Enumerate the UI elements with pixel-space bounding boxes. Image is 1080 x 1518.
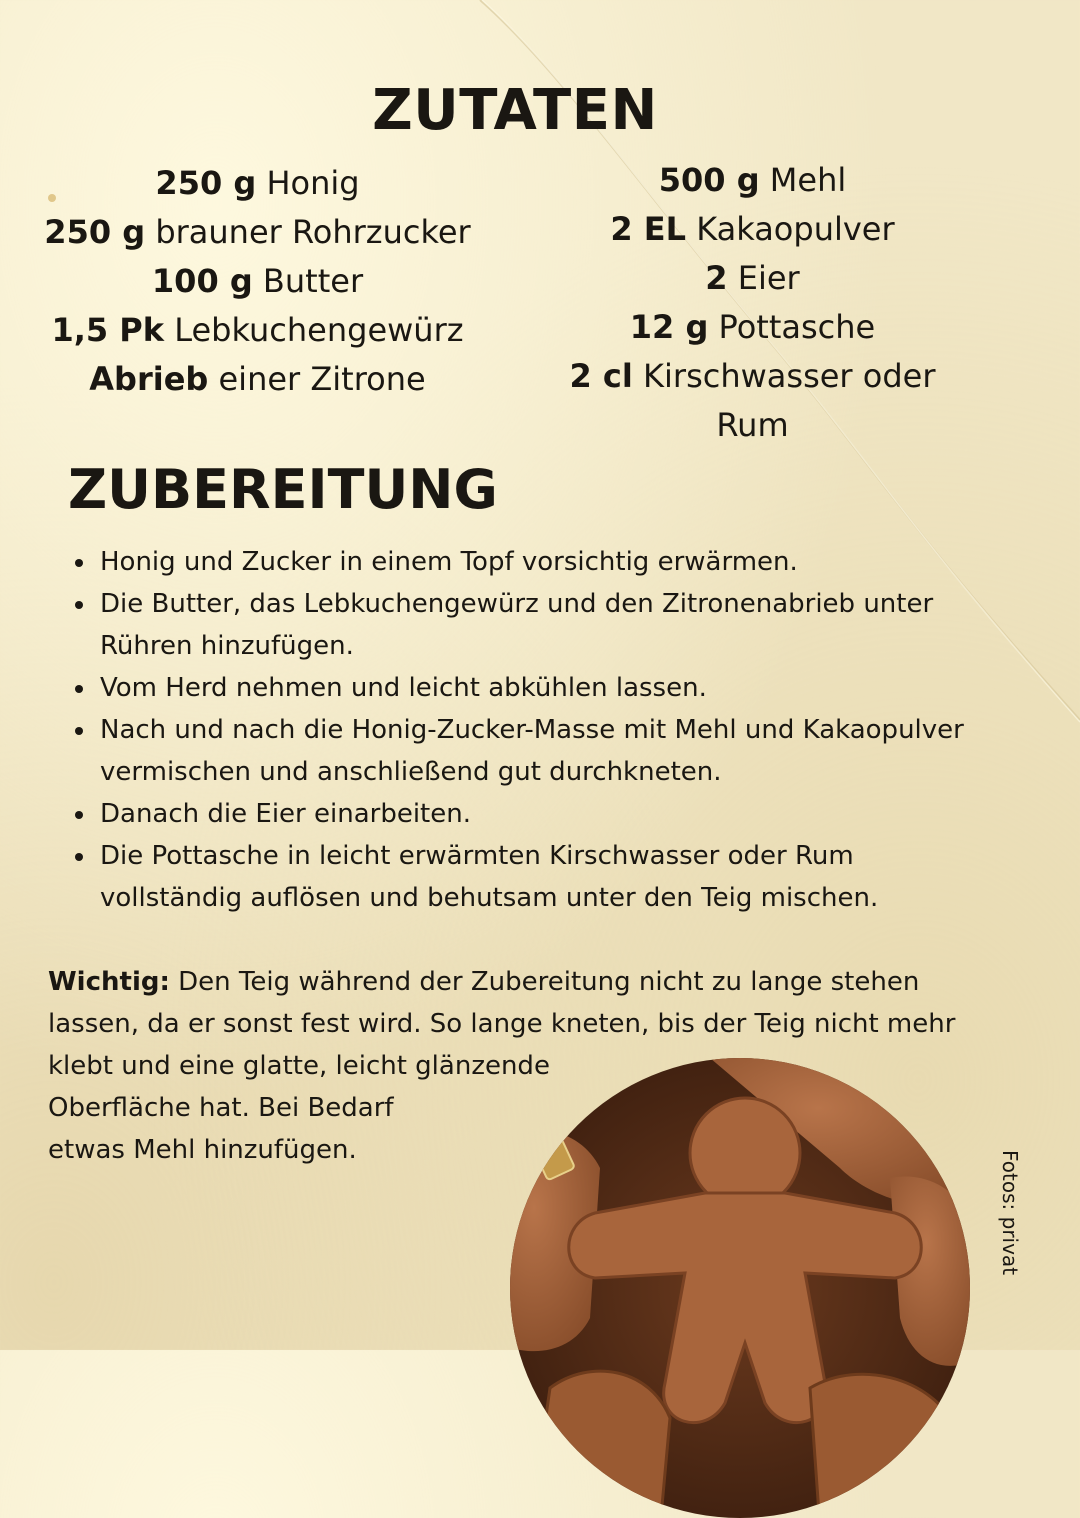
preparation-heading: ZUBEREITUNG: [68, 458, 498, 521]
step-item: [100, 835, 1020, 919]
ingredient-amount: Abrieb: [89, 360, 209, 398]
ingredients-heading: ZUTATEN: [372, 78, 658, 143]
step-line: Honig und Zucker in einem Topf vorsichtig erwärmen.: [100, 547, 798, 577]
ingredient-row: [560, 303, 945, 352]
ingredients-right-column: [560, 156, 945, 450]
step-line: Die Pottasche in leicht erwärmten Kirschwasser oder Rum: [100, 841, 854, 871]
step-line: vollständig auflösen und behutsam unter den Teig mischen.: [100, 883, 879, 913]
note-line: etwas Mehl hinzufügen.: [48, 1135, 357, 1165]
ingredient-amount: 2 EL: [610, 210, 687, 248]
bullet-icon: [75, 727, 83, 735]
note-line: klebt und eine glatte, leicht glänzende: [48, 1051, 550, 1081]
ingredient-name: Lebkuchengewürz: [174, 311, 464, 349]
ingredient-amount: 250 g: [44, 213, 146, 251]
ingredient-amount: 250 g: [155, 164, 257, 202]
ingredient-row: [40, 159, 475, 208]
ingredient-name: Mehl: [769, 161, 847, 199]
note-line: Oberfläche hat. Bei Bedarf: [48, 1093, 394, 1123]
step-line: Die Butter, das Lebkuchengewürz und den Zitronenabrieb unter: [100, 589, 934, 619]
ingredient-name: Eier: [737, 259, 800, 297]
step-line: vermischen und anschließend gut durchkneten.: [100, 757, 722, 787]
ingredient-name: brauner Rohrzucker: [155, 213, 471, 251]
ingredient-row: [560, 205, 945, 254]
ingredient-row: [40, 208, 475, 257]
gingerbread-photo: [510, 1058, 970, 1518]
note-label: Wichtig:: [48, 967, 170, 997]
ingredient-row: [560, 254, 945, 303]
step-line: Rühren hinzufügen.: [100, 631, 354, 661]
step-item: [100, 583, 1020, 667]
preparation-steps: [60, 541, 1020, 919]
ingredient-name: Honig: [266, 164, 360, 202]
step-item: [100, 709, 1020, 793]
ingredient-row: [40, 257, 475, 306]
ingredient-row: [560, 156, 945, 205]
ingredient-name: Pottasche: [718, 308, 876, 346]
note-line: [48, 961, 968, 1003]
ingredient-amount: 12 g: [629, 308, 709, 346]
step-item: [100, 793, 1020, 835]
ingredient-row: [560, 401, 945, 450]
bullet-icon: [75, 559, 83, 567]
bullet-icon: [75, 811, 83, 819]
step-line: Nach und nach die Honig-Zucker-Masse mit Mehl und Kakaopulver: [100, 715, 964, 745]
ingredient-name: Butter: [262, 262, 364, 300]
ingredient-amount: 100 g: [151, 262, 253, 300]
ingredient-name: Kakaopulver: [696, 210, 895, 248]
ingredient-amount: 1,5 Pk: [51, 311, 165, 349]
note-line: lassen, da er sonst fest wird. So lange kneten, bis der Teig nicht mehr: [48, 1009, 956, 1039]
ingredient-row: [560, 352, 945, 401]
ingredient-name: Rum: [716, 406, 789, 444]
ingredient-amount: 500 g: [658, 161, 760, 199]
ingredient-row: [40, 355, 475, 404]
ingredient-row: [40, 306, 475, 355]
ingredients-left-column: [40, 159, 475, 404]
photo-credit: Fotos: privat: [998, 1150, 1022, 1276]
bullet-icon: [75, 853, 83, 861]
bullet-icon: [75, 685, 83, 693]
gingerbread-cookies-image: [510, 1058, 970, 1518]
ingredient-amount: 2: [705, 259, 728, 297]
ingredient-name: einer Zitrone: [218, 360, 426, 398]
step-line: Danach die Eier einarbeiten.: [100, 799, 471, 829]
step-line: Vom Herd nehmen und leicht abkühlen lassen.: [100, 673, 707, 703]
ingredient-name: Kirschwasser oder: [643, 357, 936, 395]
bullet-icon: [75, 601, 83, 609]
ingredient-amount: 2 cl: [569, 357, 633, 395]
step-item: [100, 667, 1020, 709]
step-item: [100, 541, 1020, 583]
note-text: Den Teig während der Zubereitung nicht zu lange stehen: [178, 967, 920, 997]
